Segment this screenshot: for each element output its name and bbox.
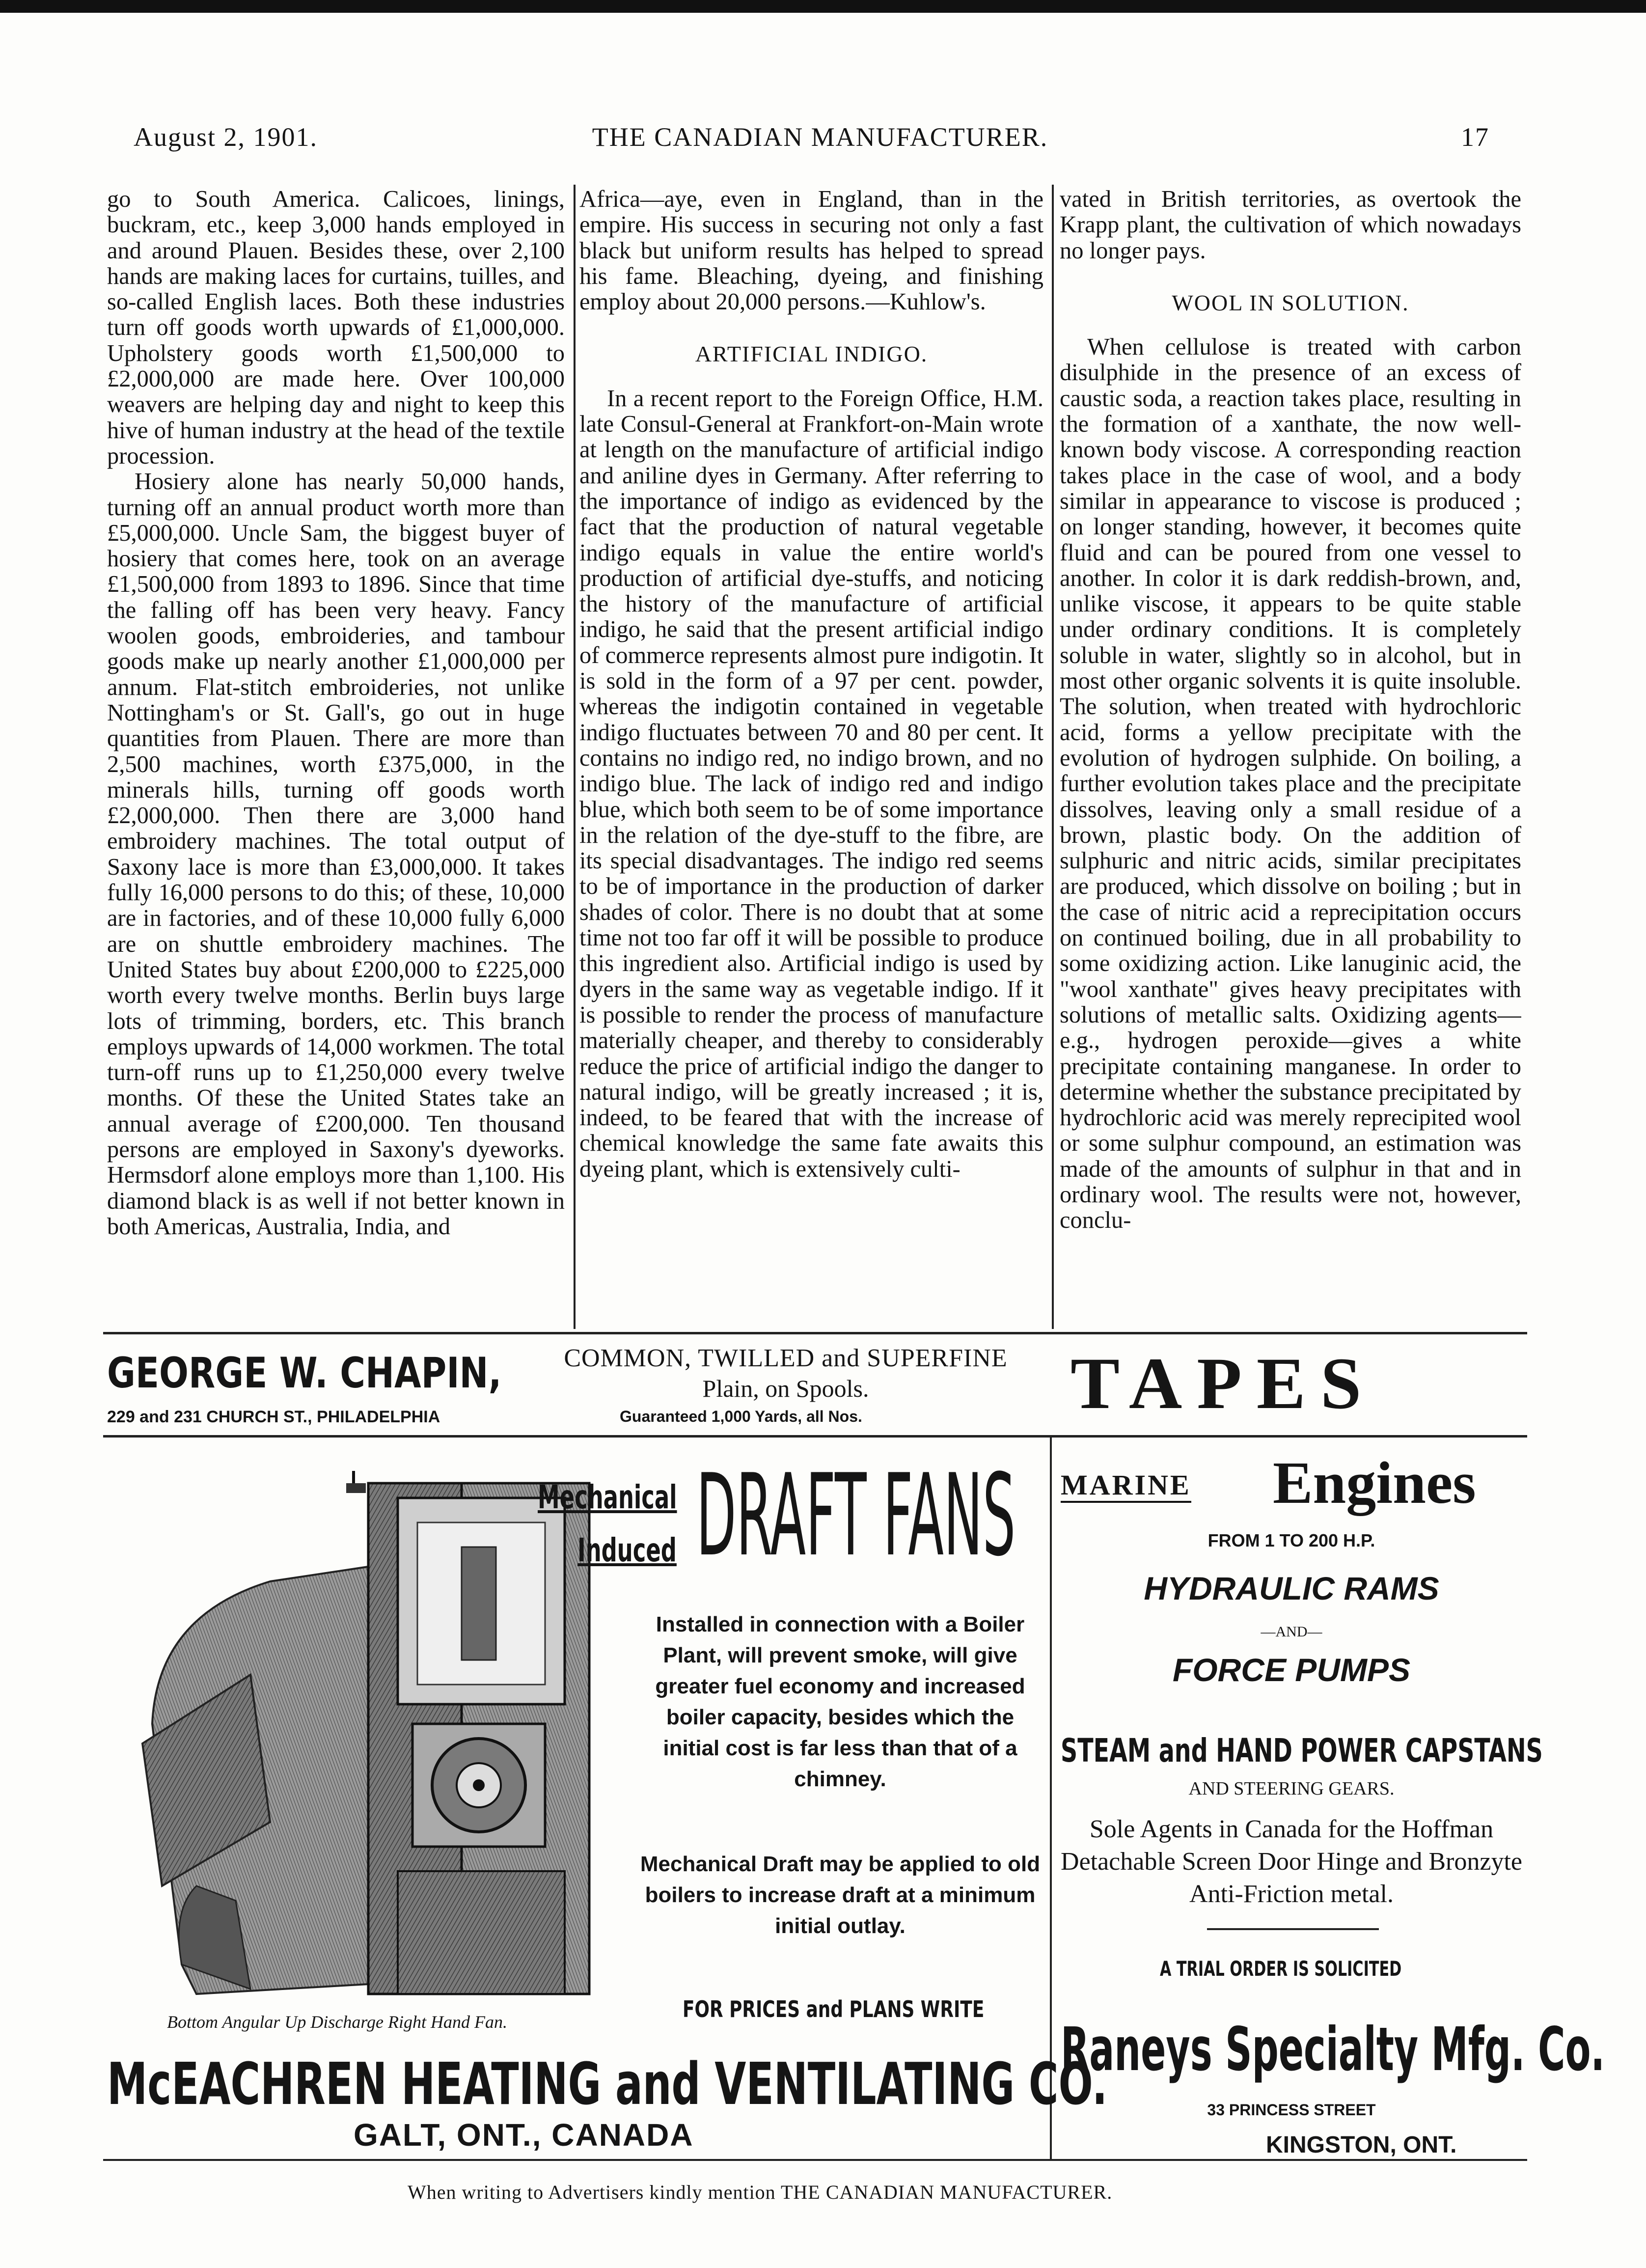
fan-call-to-action: FOR PRICES and PLANS WRITE xyxy=(683,1996,985,2022)
header-date: August 2, 1901. xyxy=(134,122,318,152)
column-rule-2 xyxy=(1052,185,1054,1329)
force-pumps: FORCE PUMPS xyxy=(1172,1652,1411,1688)
chapin-line-2: Plain, on Spools. xyxy=(702,1375,869,1402)
draft-fan-illustration xyxy=(123,1468,624,2009)
draft-fans-title: DRAFT FANS xyxy=(696,1450,1016,1581)
steering-gears: AND STEERING GEARS. xyxy=(1188,1778,1395,1799)
col1-paragraph-1: go to South America. Calicoes, linings, buckram, etc., keep 3,000 hands employed in and around Plauen. Besides these, over 2,100 hands are making laces for curtains, tuilles, and so-called English laces. Both these industries turn off goods worth upwards of £1,000,000. Upholstery goods worth £1,500,000 to £2,000,000 are made here. Over 100,000 weavers are helping day and night to keep this hive of human industry at the head of the textile procession. xyxy=(107,187,565,469)
footer-note: When writing to Advertisers kindly mention THE CANADIAN MANUFACTURER. xyxy=(408,2181,1113,2203)
hydraulic-rams: HYDRAULIC RAMS xyxy=(1144,1570,1439,1606)
chapin-address: 229 and 231 CHURCH ST., PHILADELPHIA xyxy=(107,1408,440,1426)
article-heading-artificial-indigo: ARTIFICIAL INDIGO. xyxy=(695,341,928,367)
engines-label: Engines xyxy=(1273,1450,1476,1516)
raneys-city: KINGSTON, ONT. xyxy=(1266,2132,1457,2158)
mceachren-company: McEACHREN HEATING and VENTILATING CO. xyxy=(107,2050,1108,2118)
capstans: STEAM and HAND POWER CAPSTANS xyxy=(1061,1732,1543,1770)
fan-kind-induced: Induced xyxy=(577,1531,677,1569)
column-2 xyxy=(579,187,1043,1322)
column-rule-1 xyxy=(574,185,576,1329)
chapin-bottom-rule xyxy=(103,1435,1527,1438)
col2-paragraph-2: In a recent report to the Foreign Office, H.M. late Consul-General at Frankfort-on-Main wrote at length on the manufacture of artificial indigo and aniline dyes in Germany. After referring to the importance of indigo as evidenced by the fact that the production of natural vegetable indigo equals in value the entire world's production of artificial dye-stuffs, and noticing the history of the manufacture of artificial indigo, he said that the present artificial indigo of commerce represents almost pure indigotin. It is sold in the form of a 97 per cent. powder, whereas the indigotin contained in vegetable indigo fluctuates between 70 and 80 per cent. It contains no indigo red, no indigo brown, and no indigo blue. The lack of indigo red and indigo blue, which both seem to be of some importance in the relation of the dye-stuff to the fibre, are its special disadvantages. The indigo red seems to be of importance in the production of darker shades of color. There is no doubt that at some time not too far off it will be possible to produce this ingredient also. Artificial indigo is used by dyers in the same way as vegetable indigo. If it is possible to render the process of manufacture materially cheaper, and thereby to considerably reduce the price of artificial indigo the danger to natural indigo, will be greatly increased ; it is, indeed, to be feared that with the increase of chemical knowledge the same fate awaits this dyeing plant, which is extensively culti- xyxy=(579,385,1043,1182)
col3-paragraph-2: When cellulose is treated with carbon disulphide in the presence of an excess of caustic soda, a reaction takes place, resulting in the formation of a xanthate, the now well-known body viscose. A corresponding reaction takes place in the case of wool, and a body similar in appearance to viscose is produced ; on longer standing, however, it becomes quite fluid and can be poured from one vessel to another. In color it is dark reddish-brown, and, unlike viscose, it appears to be quite stable under ordinary conditions. It is completely soluble in water, slightly so in alcohol, but in most other organic solvents it is quite insoluble. The solution, when treated with hydrochloric acid, forms a yellow precipitate with the evolution of hydrogen sulphide. On boiling, a further evolution takes place and the precipitate dissolves, leaving only a small residue of a brown, plastic body. On the addition of sulphuric and nitric acids, similar precipitates are produced, which dissolve on boiling ; but in the case of nitric acid a reprecipitation occurs on continued boiling, due in all probability to some oxidizing action. Like lanuginic acid, the "wool xanthate" gives heavy precipitates with solutions of metallic salts. Oxidizing agents—e.g., hydrogen peroxide—gives a white precipitate containing manganese. In order to determine whether the substance precipitated by hydrochloric acid was merely reprecipited wool or some sulphur compound, an estimation was made of the amounts of sulphur in that and in ordinary wool. The results were not, however, conclu- xyxy=(1060,334,1521,1234)
chapin-tapes: TAPES xyxy=(1070,1343,1376,1424)
fan-kind-mechanical: Mechanical xyxy=(538,1478,677,1516)
mceachren-location: GALT, ONT., CANADA xyxy=(354,2117,694,2153)
fan-description-1: Installed in connection with a Boiler Plant, will prevent smoke, will give greater fuel economy and increased boiler capacity, besides which the initial cost is far less than that of a chimney. xyxy=(655,1612,1025,1791)
header-title: THE CANADIAN MANUFACTURER. xyxy=(592,122,1048,152)
col2-paragraph-1: Africa—aye, even in England, than in the empire. His success in securing not only a fast black but uniform results has helped to spread his fame. Bleaching, dyeing, and finishing employ about 20,000 persons.—Kuhlow's. xyxy=(579,187,1043,315)
article-heading-wool-in-solution: WOOL IN SOLUTION. xyxy=(1172,290,1409,315)
engines-horsepower: FROM 1 TO 200 H.P. xyxy=(1207,1530,1375,1550)
sole-agents: Sole Agents in Canada for the Hoffman Detachable Screen Door Hinge and Bronzyte Anti-Friction metal. xyxy=(1061,1815,1522,1908)
raneys-company: Raneys Specialty Mfg. Co. xyxy=(1061,2015,1605,2084)
trial-rule xyxy=(1207,1928,1379,1930)
trial-order: A TRIAL ORDER IS SOLICITED xyxy=(1160,1957,1402,1981)
footer-rule xyxy=(103,2159,1527,2161)
raneys-street: 33 PRINCESS STREET xyxy=(1207,2101,1376,2119)
col1-paragraph-2: Hosiery alone has nearly 50,000 hands, turning off an annual product worth more than £5,000,000. Uncle Sam, the biggest buyer of hosiery that comes here, took on an average £1,500,000 from 1893 to 1896. Since that time the falling off has been very heavy. Fancy woolen goods, embroideries, and tambour goods make up nearly another £1,000,000 per annum. Flat-stitch embroideries, not unlike Nottingham's or St. Gall's, go out in huge quantities from Plauen. There are more than 2,500 machines, worth £375,000, in the minerals hills, turning off goods worth £2,000,000. Then there are 3,000 hand embroidery machines. The total output of Saxony lace is more than £3,000,000. It takes fully 16,000 persons to do this; of these, 10,000 are in factories, and of these 10,000 fully 6,000 are on shuttle embroidery machines. The United States buy about £200,000 to £225,000 worth every twelve months. Berlin buys large lots of trimming, borders, etc. This branch employs upwards of 14,000 workmen. The total turn-off runs up to £1,250,000 every twelve months. Of these the United States take an annual average of £200,000. Ten thousand persons are employed in Saxony's dyeworks. Hermsdorf alone employs more than 1,100. His diamond black is as well if not better known in both Americas, Australia, India, and xyxy=(107,469,565,1240)
fan-description-2: Mechanical Draft may be applied to old boilers to increase draft at a minimum initial outlay. xyxy=(640,1852,1041,1938)
col3-paragraph-1: vated in British territories, as overtook the Krapp plant, the cultivation of which nowadays no longer pays. xyxy=(1060,187,1521,264)
draft-fan-drawing xyxy=(123,1468,624,2009)
chapin-name: GEORGE W. CHAPIN, xyxy=(107,1349,502,1398)
and-separator: —AND— xyxy=(1261,1624,1322,1640)
page-top-edge xyxy=(0,0,1646,13)
chapin-line-3: Guaranteed 1,000 Yards, all Nos. xyxy=(620,1408,862,1425)
column-3 xyxy=(1060,187,1521,1322)
fan-caption: Bottom Angular Up Discharge Right Hand Fan. xyxy=(167,2012,507,2032)
header-page-number: 17 xyxy=(1461,122,1489,152)
chapin-line-1: COMMON, TWILLED and SUPERFINE xyxy=(564,1344,1008,1372)
ads-top-rule xyxy=(103,1332,1527,1334)
marine-label: MARINE xyxy=(1061,1469,1191,1503)
column-1 xyxy=(107,187,565,1322)
